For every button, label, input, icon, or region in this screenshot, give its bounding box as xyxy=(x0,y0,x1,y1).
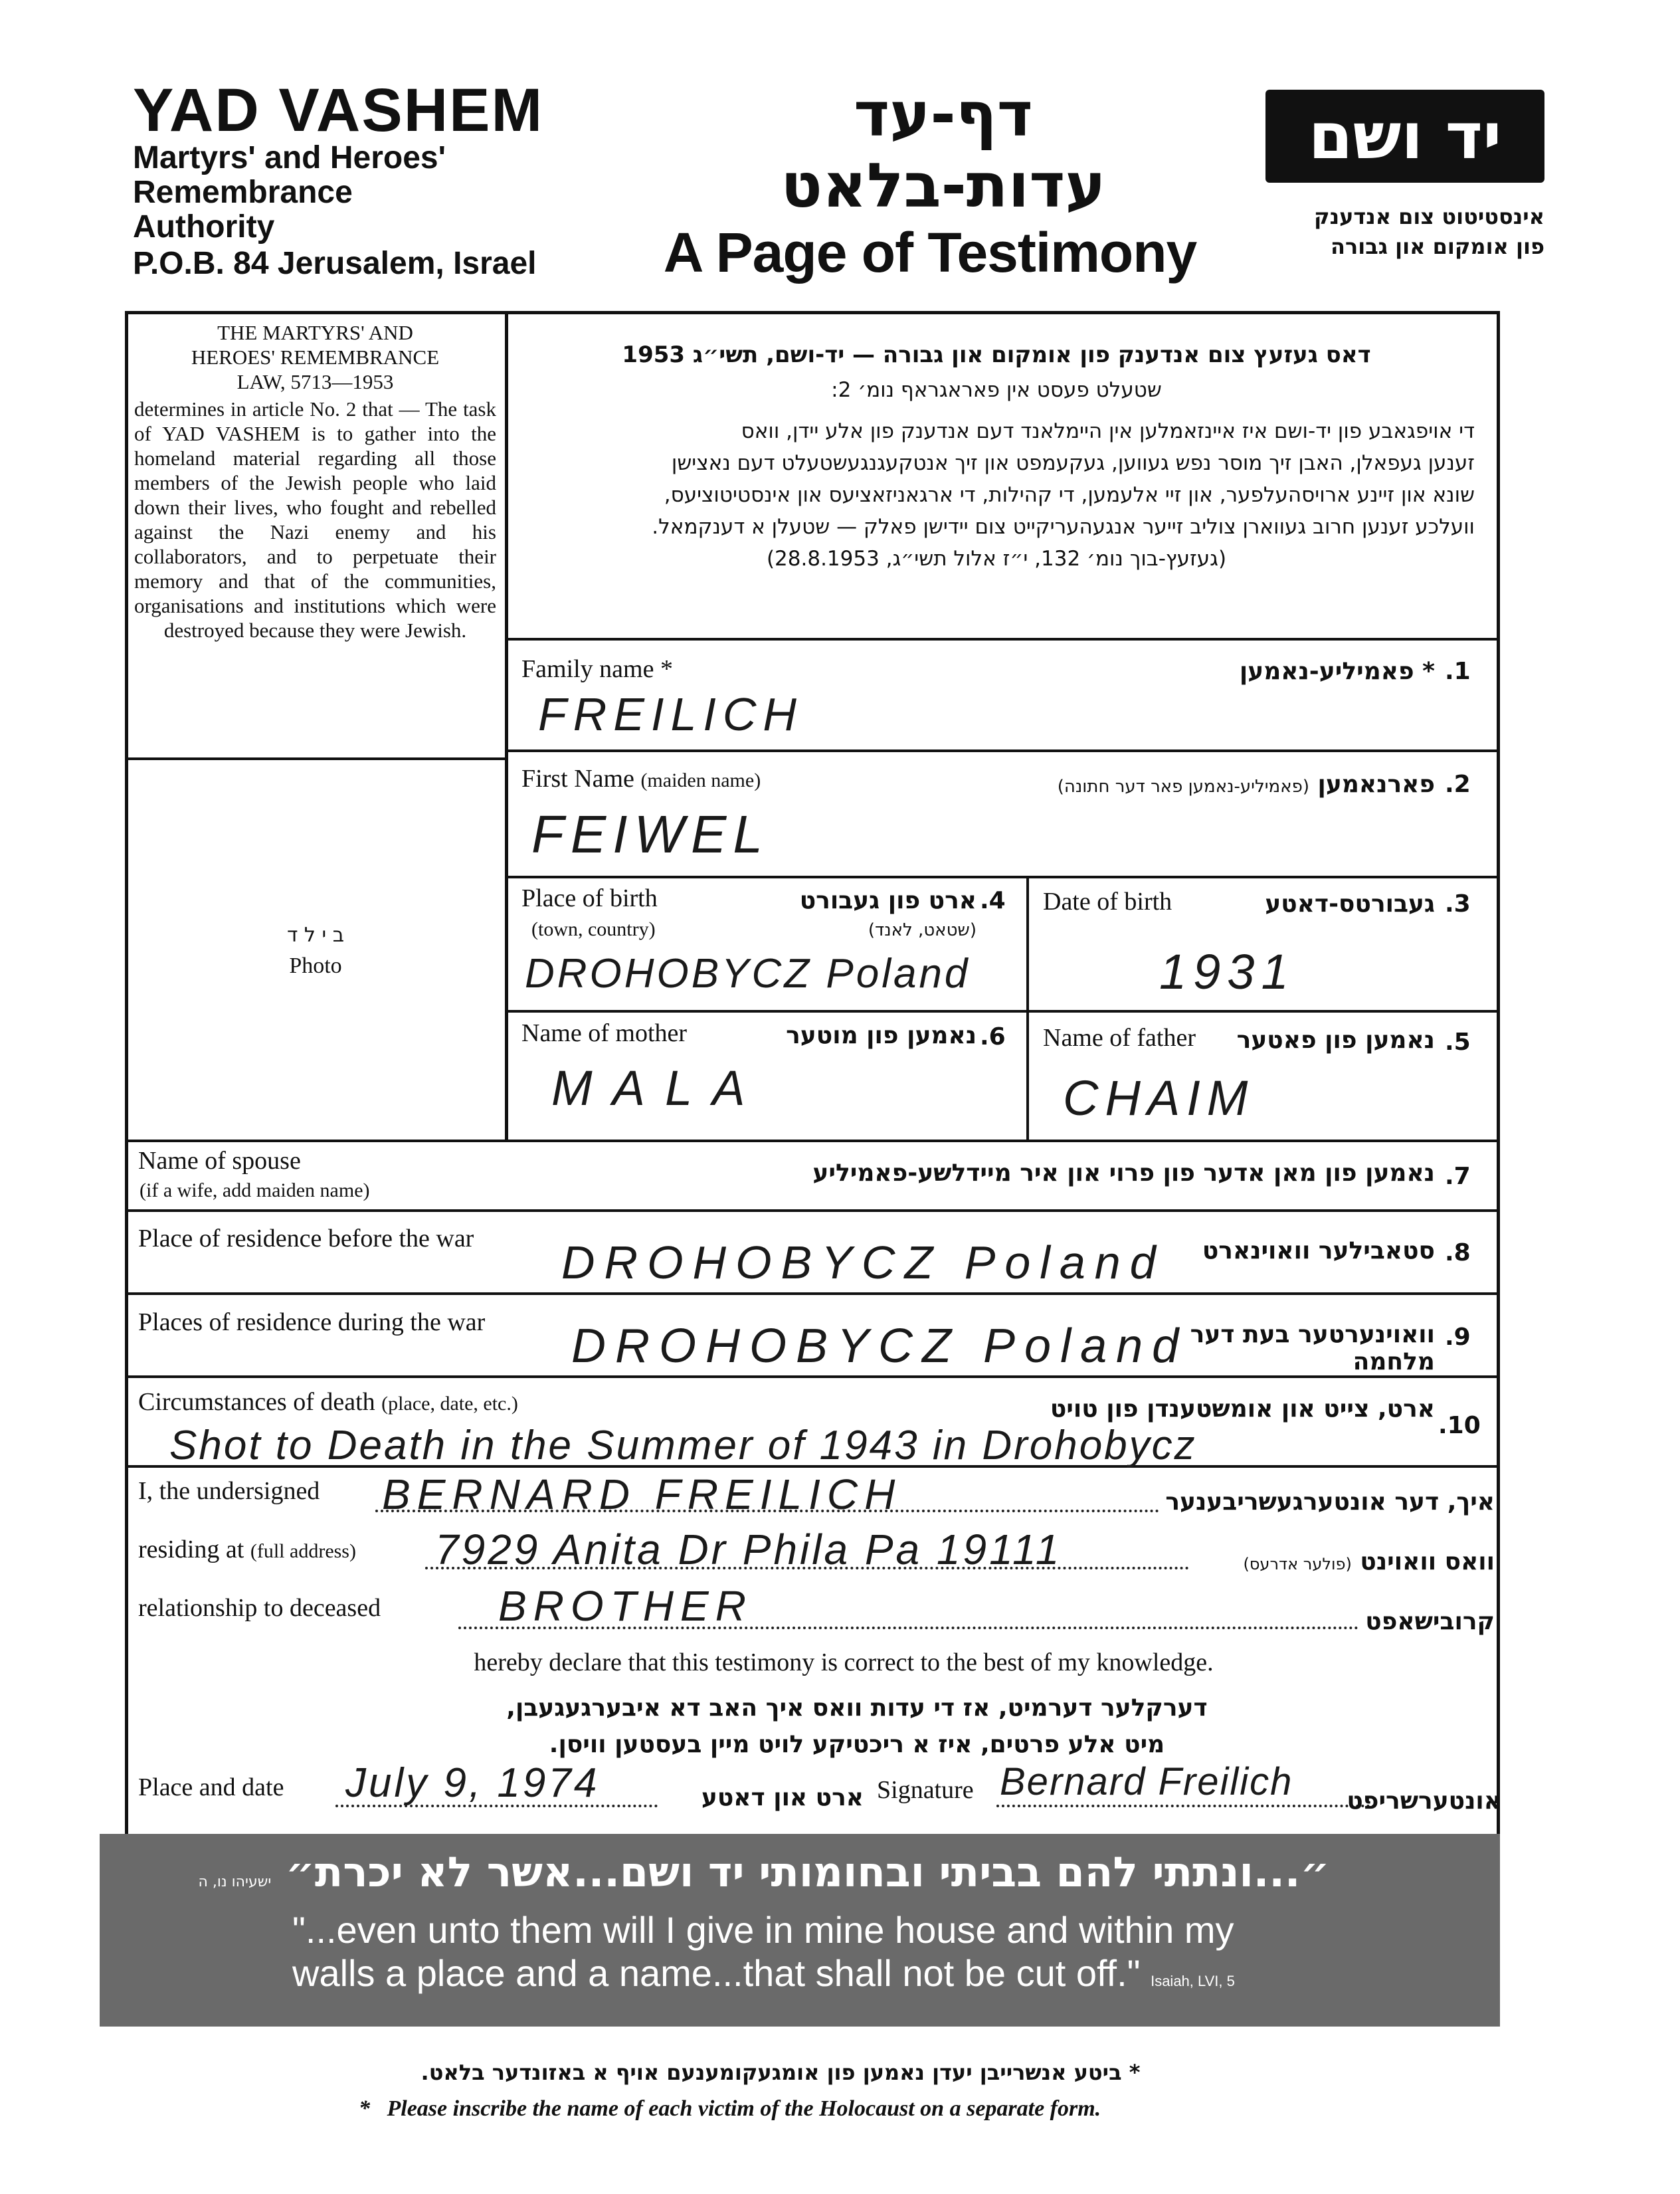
relationship-label: relationship to deceased xyxy=(138,1594,381,1622)
signature-label: Signature xyxy=(877,1776,974,1804)
signature-dotline xyxy=(996,1805,1375,1807)
field-9-label: Places of residence during the war xyxy=(138,1308,486,1336)
banner-quote-reference: Isaiah, LVI, 5 xyxy=(1151,1973,1235,1989)
footer-note-hebrew: * ביטע אנשרייבן יעדן נאמען פון אומגעקומענעם אויף א באזונדער בלאט. xyxy=(420,2060,1141,2085)
field-6-number: .6 xyxy=(980,1023,1006,1050)
field-2-value[interactable]: FEIWEL xyxy=(531,805,769,864)
footer-note-text: Please inscribe the name of each victim of the Holocaust on a separate form. xyxy=(387,2096,1101,2121)
field-8-label-hebrew: סטאבילער וואוינארט xyxy=(1202,1237,1435,1264)
residing-hebrew-main: וואס וואוינט xyxy=(1360,1548,1495,1575)
field-8-label: Place of residence before the war xyxy=(138,1225,474,1252)
law-title-3: LAW, 5713—1953 xyxy=(236,370,394,393)
law-hebrew-line-2: זענען געפאלן, האבן זיך מוסר נפש געווען, געקעמפט און זיך אנטקעגנגעשטעלט דעם נאצישן xyxy=(671,451,1475,475)
place-date-value[interactable]: July 9, 1974 xyxy=(345,1760,600,1806)
residing-label-main: residing at xyxy=(138,1536,244,1563)
relationship-value[interactable]: BROTHER xyxy=(498,1582,753,1630)
field-10-label-hebrew: ארט, צייט און אומשטענדן פון טויט xyxy=(1050,1395,1435,1423)
residing-label xyxy=(138,1535,356,1564)
declaration-hebrew-2: מיט אלע פרטים, איז א ריכטיקע לויט מיין בעסטען וויסן. xyxy=(549,1731,1165,1758)
law-photo-divider xyxy=(125,757,507,760)
footer-asterisk: * xyxy=(359,2096,387,2121)
grid-line-f8-top xyxy=(125,1209,1500,1212)
grid-line-f10-top xyxy=(125,1375,1500,1378)
yad-vashem-logo xyxy=(1265,90,1544,183)
left-column-divider xyxy=(505,311,508,1142)
undersigned-value[interactable]: BERNARD FREILICH xyxy=(382,1470,902,1518)
hebrew-title-1: דף-עד xyxy=(854,79,1033,150)
field-10-label xyxy=(138,1387,518,1417)
field-1-label: Family name * xyxy=(521,655,673,683)
page-title: A Page of Testimony xyxy=(663,221,1197,284)
undersigned-label-hebrew: איך, דער אונטערגעשריבענער xyxy=(1165,1488,1495,1516)
field-6-label-hebrew: נאמען פון מוטער xyxy=(786,1022,977,1049)
place-date-label: Place and date xyxy=(138,1773,284,1801)
field-2-hebrew-small: (פאמיליע-נאמען פאר דער חתונה) xyxy=(1057,777,1309,797)
banner-hebrew-quote xyxy=(100,1846,1428,1909)
field-7-label-hebrew: נאמען פון מאן אדער פון פרוי און איר מיידלשע-פאמיליע xyxy=(812,1159,1435,1187)
org-block xyxy=(133,76,558,283)
law-text-english xyxy=(134,320,496,643)
field-4-label-hebrew-small: (שטאט, לאנד) xyxy=(868,920,977,940)
field-6-value[interactable]: MALA xyxy=(551,1060,765,1116)
grid-mid-divider xyxy=(1026,876,1029,1142)
law-title-2: HEROES' REMEMBRANCE xyxy=(191,346,440,369)
field-3-number: .3 xyxy=(1445,890,1471,918)
grid-line-f1-top xyxy=(505,638,1500,641)
law-hebrew-line-4: וועלכע זענען חרוב געווארן צוליב זייער אנגעהעריקייט צום יידישן פאלק — שטעלן א דענקמאל. xyxy=(652,515,1475,539)
field-4-label: Place of birth xyxy=(521,884,658,912)
org-name: YAD VASHEM xyxy=(133,76,544,144)
field-4-value[interactable]: DROHOBYCZ Poland xyxy=(525,951,971,997)
field-4-number: .4 xyxy=(980,887,1006,914)
field-7-number: .7 xyxy=(1445,1163,1471,1190)
relationship-label-hebrew: קרובישאפט xyxy=(1365,1608,1495,1635)
law-title-1: THE MARTYRS' AND xyxy=(217,321,413,344)
field-10-label-small: (place, date, etc.) xyxy=(381,1393,518,1415)
logo-text: יד ושם xyxy=(1308,99,1502,173)
residing-hebrew-small: (פולער אדרעס) xyxy=(1243,1555,1352,1573)
photo-label: Photo xyxy=(289,953,342,978)
field-5-label-hebrew: נאמען פון פאטער xyxy=(1236,1027,1435,1054)
law-hebrew-subtitle: שטעלט פעסט אין פאראגראף נומ׳ 2: xyxy=(831,378,1162,402)
field-4-label-hebrew: ארט פון געבורט xyxy=(799,887,977,914)
place-date-label-hebrew: ארט און דאטע xyxy=(701,1784,864,1811)
grid-line-f5-top xyxy=(505,1010,1500,1013)
banner-hebrew-ref: ישעיהו נו, ה xyxy=(198,1874,272,1890)
field-5-label: Name of father xyxy=(1043,1024,1196,1052)
field-1-label-hebrew: * פאמיליע-נאמען xyxy=(1239,658,1435,685)
field-2-label-main: First Name xyxy=(521,765,634,793)
hebrew-title-2: עדות-בלאט xyxy=(781,150,1106,221)
banner-hebrew-text: ״...ונתתי להם בביתי ובחומותי יד ושם...אשר לא יכרת״ xyxy=(285,1848,1330,1896)
quote-banner xyxy=(100,1834,1500,2027)
law-body: determines in article No. 2 that — The task of YAD VASHEM is to gather into the homeland material regarding all those members of the Jewish people who laid down their lives, who fought and rebelled against the Nazi enemy and his collaborators, and to perpetuate their memory and that of the communities, organisations and institutions which were destroyed because they were Jewish. xyxy=(134,397,496,642)
field-7-label: Name of spouse xyxy=(138,1147,301,1175)
banner-quote-line-1: "...even unto them will I give in mine house and within my xyxy=(292,1909,1234,1951)
photo-label-hebrew: ב י ל ד xyxy=(286,924,345,947)
field-3-label: Date of birth xyxy=(1043,888,1172,916)
field-2-hebrew-main: פארנאמען xyxy=(1317,771,1435,798)
field-9-number: .9 xyxy=(1445,1324,1471,1351)
photo-bottom-divider xyxy=(125,1140,1500,1142)
field-6-label: Name of mother xyxy=(521,1019,688,1047)
field-3-label-hebrew: געבורטס-דאטע xyxy=(1265,890,1435,918)
logo-subtitle-2: פון אומקום און גבורה xyxy=(1330,234,1544,259)
field-8-value[interactable]: DROHOBYCZ Poland xyxy=(561,1237,1165,1288)
residing-label-small: (full address) xyxy=(250,1540,356,1562)
org-subtitle-3: Authority xyxy=(133,209,275,245)
field-9-label-hebrew: וואוינערטער בעת דער מלחמה xyxy=(1190,1321,1435,1375)
signature-value[interactable]: Bernard Freilich xyxy=(1000,1760,1293,1803)
grid-line-f3-top xyxy=(505,876,1500,878)
law-hebrew-title: דאס געזעץ צום אנדענק פון אומקום און גבורה — יד-ושם, תשי״ג 1953 xyxy=(622,342,1371,368)
grid-line-f9-top xyxy=(125,1292,1500,1295)
org-address: P.O.B. 84 Jerusalem, Israel xyxy=(133,246,537,281)
field-10-number: .10 xyxy=(1438,1412,1481,1439)
footer-note xyxy=(359,2096,1355,2122)
field-2-label xyxy=(521,764,761,793)
law-hebrew-line-1: די אויפגאבע פון יד-ושם איז איינזאמלען אין היימלאנד דעם אנדענק פון אלע יידן, וואס xyxy=(741,419,1475,443)
field-2-number: .2 xyxy=(1445,771,1471,798)
field-1-value[interactable]: FREILICH xyxy=(538,688,803,740)
field-7-label-small: (if a wife, add maiden name) xyxy=(140,1179,370,1201)
signature-label-hebrew: אונטערשריפט xyxy=(1347,1787,1501,1815)
grid-line-f2-top xyxy=(505,749,1500,752)
banner-quote-text-2: walls a place and a name...that shall not be cut off." xyxy=(292,1952,1141,1994)
law-hebrew-line-3: שונא און זיינע ארויסהעלפער, און זיי אלעמען, די קהילות, די ארגאניזאציעס און אינסטיטוציעס, xyxy=(664,483,1475,507)
field-2-label-small: (maiden name) xyxy=(640,769,761,791)
law-text-hebrew xyxy=(518,336,1475,575)
field-8-number: .8 xyxy=(1445,1239,1471,1266)
org-subtitle-1: Martyrs' and Heroes' xyxy=(133,140,446,175)
field-5-value[interactable]: CHAIM xyxy=(1063,1070,1255,1126)
field-4-label-small: (town, country) xyxy=(531,918,656,940)
declaration-text: hereby declare that this testimony is correct to the best of my knowledge. xyxy=(474,1648,1214,1676)
residing-value[interactable]: 7929 Anita Dr Phila Pa 19111 xyxy=(435,1526,1062,1573)
field-2-label-hebrew xyxy=(930,771,1435,798)
field-10-label-main: Circumstances of death xyxy=(138,1388,375,1416)
field-10-value[interactable]: Shot to Death in the Summer of 1943 in Drohobycz xyxy=(169,1423,1197,1468)
residing-label-hebrew xyxy=(1196,1548,1495,1575)
org-subtitle-2: Remembrance xyxy=(133,175,353,210)
photo-box xyxy=(133,771,498,1130)
declaration-hebrew-1: דערקלער דערמיט, אז די עדות וואס איך האב דא איבערגעגעבן, xyxy=(506,1694,1208,1722)
undersigned-label: I, the undersigned xyxy=(138,1477,320,1505)
field-5-number: .5 xyxy=(1445,1029,1471,1056)
field-1-number: .1 xyxy=(1445,658,1471,685)
field-9-value[interactable]: DROHOBYCZ Poland xyxy=(571,1320,1188,1373)
law-hebrew-reference: (געזעץ-בוך נומ׳ 132, י״ז אלול תשי״ג, 28.8.1953) xyxy=(766,547,1227,571)
logo-subtitle-1: אינסטיטוט צום אנדענק xyxy=(1314,204,1544,229)
field-3-value[interactable]: 1931 xyxy=(1159,944,1295,999)
banner-quote-line-2 xyxy=(292,1950,1235,2005)
